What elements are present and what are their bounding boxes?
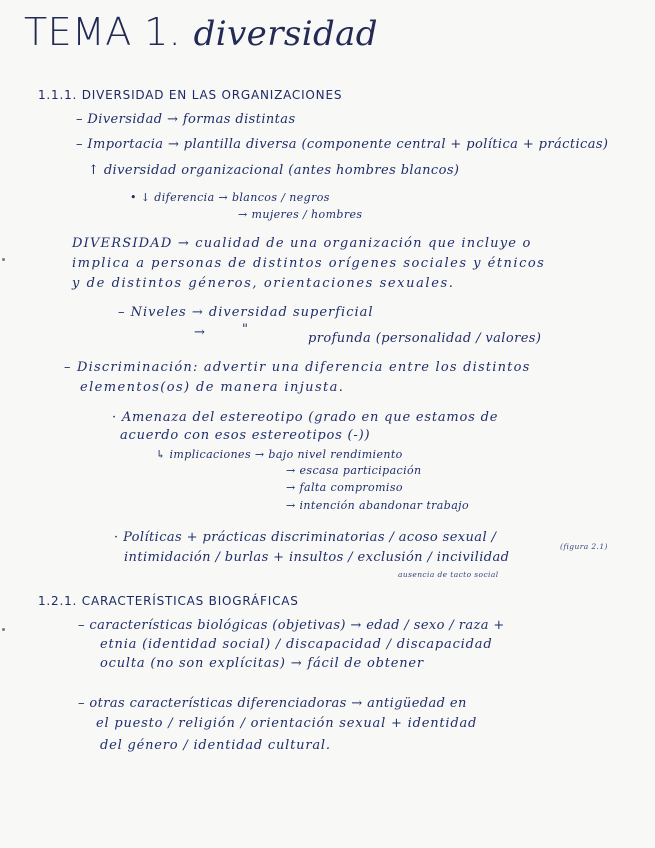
note-arrow: → [194, 325, 206, 340]
section-heading-1: 1.1.1. DIVERSIDAD EN LAS ORGANIZACIONES [38, 88, 343, 102]
side-note: (figura 2.1) [560, 542, 608, 551]
note-line: – otras características diferenciadoras → antigüedad en [78, 696, 467, 711]
binder-hole [2, 258, 5, 261]
note-line: intimidación / burlas + insultos / exclusión / incivilidad [124, 550, 510, 565]
note-line: profunda (personalidad / valores) [308, 331, 542, 346]
note-line: → falta compromiso [286, 481, 403, 494]
note-line: – Importacia → plantilla diversa (componente central + política + prácticas) [76, 137, 609, 152]
page-title [24, 10, 378, 54]
ditto-mark: " [242, 322, 249, 337]
definition-line: DIVERSIDAD → cualidad de una organización que incluye o [72, 236, 532, 251]
definition-line: implica a personas de distintos orígenes sociales y étnicos [72, 256, 546, 271]
section-heading-2: 1.2.1. CARACTERÍSTICAS BIOGRÁFICAS [38, 594, 299, 608]
title-sub: diversidad [193, 14, 378, 54]
title-main: TEMA 1. [24, 10, 182, 54]
binder-hole [2, 628, 5, 631]
note-line: del género / identidad cultural. [100, 738, 331, 753]
note-line: · Amenaza del estereotipo (grado en que estamos de [112, 410, 499, 425]
note-line: – Niveles → diversidad superficial [118, 305, 374, 320]
note-line: → escasa participación [286, 464, 422, 477]
note-line: → intención abandonar trabajo [286, 499, 469, 512]
note-line: – Discriminación: advertir una diferencia entre los distintos [64, 360, 531, 375]
note-line: • ↓ diferencia → blancos / negros [130, 191, 330, 204]
note-line: el puesto / religión / orientación sexual + identidad [96, 716, 478, 731]
note-line: etnia (identidad social) / discapacidad / discapacidad [100, 637, 493, 652]
note-line: acuerdo con esos estereotipos (-)) [120, 428, 371, 443]
note-line: ↑ diversidad organizacional (antes hombres blancos) [88, 163, 460, 178]
margin-note: ausencia de tacto social [398, 570, 499, 579]
note-line: – características biológicas (objetivas) → edad / sexo / raza + [78, 618, 505, 633]
note-line: – Diversidad → formas distintas [76, 112, 296, 127]
note-line: oculta (no son explícitas) → fácil de obtener [100, 656, 424, 671]
note-line: elementos(os) de manera injusta. [80, 380, 345, 395]
definition-line: y de distintos géneros, orientaciones sexuales. [72, 276, 455, 291]
note-line: ↳ implicaciones → bajo nivel rendimiento [156, 448, 403, 461]
note-line: → mujeres / hombres [238, 208, 363, 221]
note-line: · Políticas + prácticas discriminatorias / acoso sexual / [114, 530, 497, 545]
